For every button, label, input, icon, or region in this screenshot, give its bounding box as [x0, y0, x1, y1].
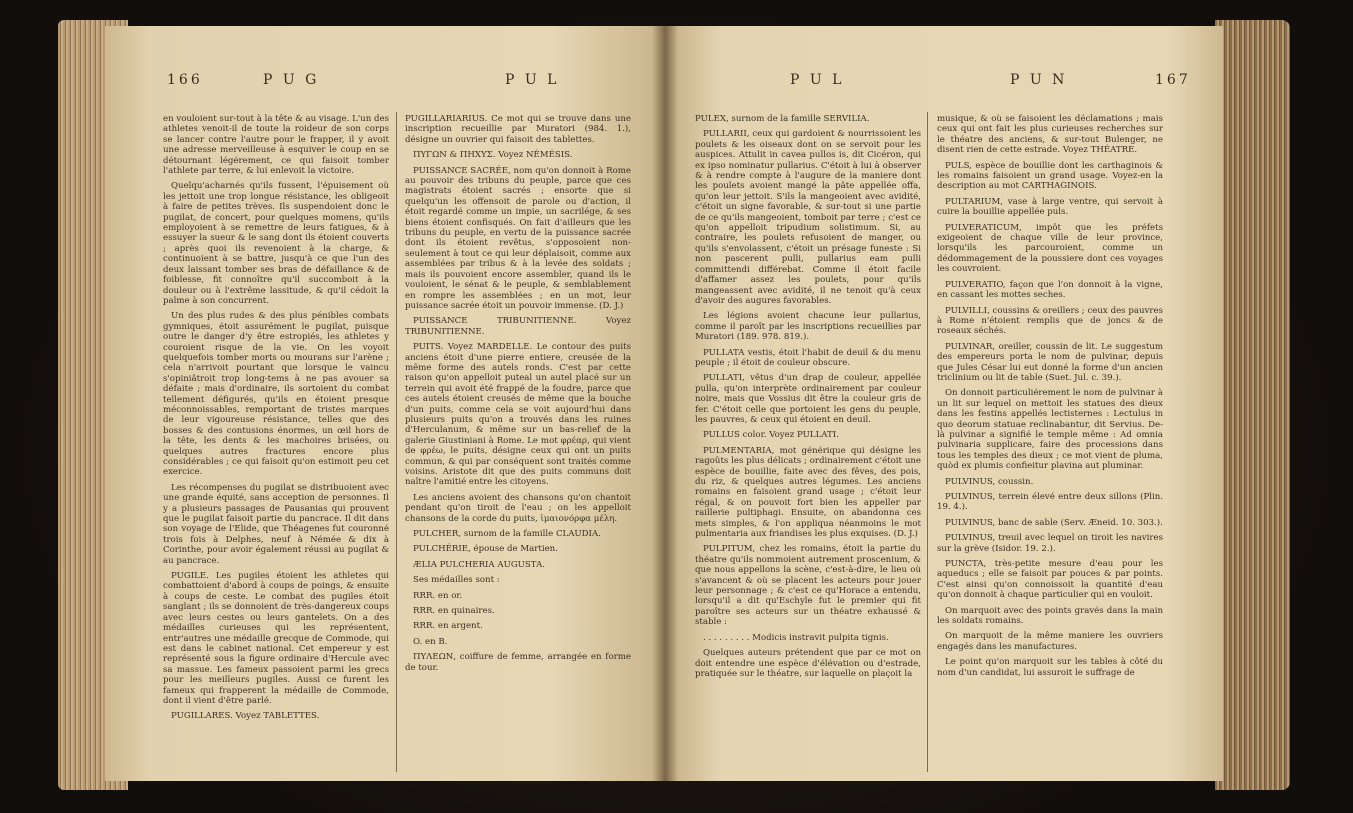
paragraph: Quelques auteurs prétendent que par ce mot on doit entendre une espèce d'élévation ou d'estrade, pratiquée sur le théatre, sur laquelle on plaçoit la — [695, 648, 921, 679]
page-number-left: 166 — [167, 72, 203, 88]
paragraph: PULVERATIO, façon que l'on donnoit à la vigne, en cassant les mottes seches. — [937, 279, 1163, 301]
paragraph: PULVERATICUM, impôt que les préfets exigeoient de chaque ville de leur province, lorsqu'ils les parcouroient, comme un dédommagement de la poussiere dont ces voyages les couvroient. — [937, 222, 1163, 275]
paragraph: PULVINAR, oreiller, coussin de lit. Le suggestum des empereurs porta le nom de pulvinar, depuis que Jules César lui eut donné la forme d'un ancien triclinium ou lit de table (Suet. Jul. c. 39.). — [937, 341, 1163, 383]
paragraph: Les récompenses du pugilat se distribuoient avec une grande équité, sans acception de personnes. Il y a plusieurs passages de Pausanias qui prouvent que le pugilat faisoit partie du pancrace. Il dit dans son voyage de l'Elide, que Théagenes fut couronné trois fois à Delphes, neuf à Némée & dix à Corinthe, pour avoir également réussi au pugilat & au pancrace. — [163, 482, 389, 566]
paragraph: PULEX, surnom de la famille SERVILIA. — [695, 114, 870, 124]
paragraph: RRR. en quinaires. — [413, 606, 495, 617]
paragraph: PULTARIUM, vase à large ventre, qui servoit à cuire la bouillie appellée puls. — [937, 196, 1163, 218]
right-page-column-2 — [937, 114, 1163, 683]
paragraph: RRR. en or. — [413, 590, 463, 601]
paragraph: Quelqu'acharnés qu'ils fussent, l'épuisement où les jettoit une trop longue résistance, les obligeoit à faire de petites trèves. Ils suspendoient donc le pugilat, de concert, pour quelques momens, qu'ils employoient à se remettre de leurs fatigues, & à essuyer la sueur & le sang dont ils étoient couverts ; après quoi ils revenoient à la charge, & continuoient à se battre, jusqu'à ce que l'un des deux laissant tomber ses bras de défaillance & de foiblesse, fit connoître qu'il succomboit à la douleur ou à l'extrême lassitude, & qu'il cédoit la palme à son concurrent. — [163, 181, 389, 306]
header-center-running-head: P U L — [505, 72, 560, 88]
paragraph: Les anciens avoient des chansons qu'on chantoit pendant qu'on tiroit de l'eau ; on les appelloit chansons de la corde du puits, ἱμαιονόρφα μέλη. — [405, 492, 631, 524]
paragraph: PULVINUS, treuil avec lequel on tiroit les navires sur la grève (Isidor. 19. 2.). — [937, 533, 1163, 554]
paragraph: Les légions avoient chacune leur pullarius, comme il paroît par les inscriptions recueillies par Muratori (189. 978. 819.). — [695, 311, 921, 343]
paragraph: On donnoit particuliérement le nom de pulvinar à un lit sur lequel on mettoit les statues des dieux dans les festins appellés lectisternes : Lectulus in quo deorum statuae reclinabantur, dit Servius. De-là pulvinar a signifié le temple même : Ad omnia pulvinaria supplicare, faire des processions dans tous les temples des dieux ; ce mot vient de pluma, quòd ex plumis confieitur plavina aut pluminar. — [937, 388, 1163, 472]
paragraph: PUGILLARES. Voyez TABLETTES. — [171, 711, 320, 722]
paragraph: PUNCTA, très-petite mesure d'eau pour les aqueducs ; elle se faisoit par pouces & par points. C'est ainsi qu'on connoissoit la quantité d'eau qu'on donnoit à chaque particulier qui en vouloit. — [937, 559, 1163, 601]
paragraph: On marquoit avec des points gravés dans la main les soldats romains. — [937, 605, 1163, 627]
paragraph: PULVILLI, coussins & oreillers ; ceux des pauvres à Rome n'étoient remplis que de joncs & de roseaux séchés. — [937, 305, 1163, 337]
paragraph: Ses médailles sont : — [413, 575, 500, 586]
paragraph: PUITS. Voyez MARDELLE. Le contour des puits anciens étoit d'une pierre entiere, creusée de la même forme des autels ronds. C'est par cette raison qu'on appelloit puteal un autel placé sur un terrein qui avoit été frappé de la foudre, parce que ces autels étoient creusés de même que la bouche d'un puits, comme cela se voit aujourd'hui dans plusieurs puits qu'on a trouvés dans les ruines d'Herculanum, & même sur un bas-relief de la galerie Giustiniani à Rome. Le mot φρέαρ, qui vient de φρέω, le puits, désigne ceux qui ont un puits commun, & qui par conséquent sont traités comme voisins. Aristote dit que des puits communs doit naître l'amitié entre les citoyens. — [405, 342, 631, 488]
paragraph: PULLATI, vêtus d'un drap de couleur, appellée pulla, qu'on interprète ordinairement par couleur noire, mais que Vossius dit être la couleur gris de fer. C'étoit celle que portoient les gens du peuple, les pauvres, & ceux qui étoient en deuil. — [695, 373, 921, 425]
paragraph: Le point qu'on marquoit sur les tables à côté du nom d'un candidat, lui assuroit le suffrage de — [937, 657, 1163, 678]
paragraph: PULMENTARIA, mot générique qui désigne les ragoûts les plus délicats ; ordinairement c'étoit une espèce de bouillie, faite avec des fêves, des pois, du riz, & quelques autres légumes. Les anciens romains en faisoient grand usage ; c'étoit leur régal, & on pouvoit fort bien les appeller par raillerie pultiphagi. Ensuite, on abandonna ces mets simples, & l'on appliqua néanmoins le mot pulmentaria aux friandises les plus exquises. (D. J.) — [695, 445, 921, 540]
left-page-column-2 — [405, 114, 631, 678]
column-rule — [927, 112, 928, 772]
paragraph: PULVINUS, coussin. — [945, 476, 1034, 487]
paragraph: O. en B. — [413, 636, 448, 647]
paragraph: PULVINUS, banc de sable (Serv. Æneid. 10. 303.). — [945, 517, 1163, 528]
paragraph: PUGILLARIARIUS. Ce mot qui se trouve dans une inscription recueillie par Muratori (984. 1.), désigne un ouvrier qui faisoit des tablettes. — [405, 114, 631, 145]
paragraph: PULVINUS, terrein élevé entre deux sillons (Plin. 19. 4.). — [937, 492, 1163, 513]
paragraph: PULLUS color. Voyez PULLATI. — [703, 430, 839, 441]
paragraph: PUISSANCE TRIBUNITIENNE. Voyez TRIBUNITIENNE. — [405, 316, 631, 337]
book-edge-right — [1215, 20, 1290, 790]
page-number-right: 167 — [1155, 72, 1191, 88]
paragraph: ÆLIA PULCHERIA AUGUSTA. — [413, 559, 546, 570]
paragraph: ΠΥΛΕΩΝ, coiffure de femme, arrangée en forme de tour. — [405, 652, 631, 673]
paragraph: PULS, espèce de bouillie dont les carthaginois & les romains faisoient un grand usage. Voyez-en la description au mot CARTHAGINOIS. — [937, 160, 1163, 192]
paragraph: Un des plus rudes & des plus pénibles combats gymniques, étoit assurément le pugilat, puisque outre le danger d'y être estropiés, les athletes y couroient risque de la vie. On les voyoit quelquefois tomber morts ou mourans sur l'arène ; cela n'arrivoit pourtant que lorsque le vaincu s'opiniâtroit trop long-tems à ne pas avouer sa défaite ; mais d'ordinaire, ils sortoient du combat tellement défigurés, qu'ils en étoient presque méconnoissables, remportant de tristes marques de leur vigoureuse résistance, telles que des bosses & des contusions énormes, un œil hors de la tête, les dents & les machoires brisées, ou quelques autres fractures encore plus considérables ; ce qui faisoit qu'on estimoit peu cet exercice. — [163, 311, 389, 478]
paragraph: PULLARII, ceux qui gardoient & nourrissoient les poulets & les oiseaux dont on se servoit pour les auspices. Attulit in cavea pullos is, dit Cicéron, qui ex ipso nominatur pullarius. C'étoit à lui à observer & à rendre compte à l'augure de la maniere dont les poulets avoient mangé la pâte appellée offa, qu'on leur jettoit. S'ils la mangeoient avec avidité, c'étoit un signe favorable, & sur-tout si une partie de ce qu'ils mangeoient, tomboit par terre ; c'est ce qu'on appelloit tripudium solistimum. Si, au contraire, les poulets refusoient de manger, ou qu'ils s'envolassent, c'étoit un présage funeste : Si non pascerent pulli, pullarius eam pulli committendi différebat. Comme il étoit facile d'affamer assez les poulets, pour qu'ils mangeassent avec avidité, il ne tenoit qu'à ceux d'avoir des augures favorables. — [695, 129, 921, 306]
paragraph: PULLATA vestis, étoit l'habit de deuil & du menu peuple ; il étoit de couleur obscure. — [695, 347, 921, 368]
column-rule — [396, 112, 397, 772]
paragraph: PULCHER, surnom de la famille CLAUDIA. — [413, 529, 601, 540]
left-page — [105, 26, 665, 781]
left-page-column-1 — [163, 114, 389, 727]
paragraph: PULCHÉRIE, épouse de Martien. — [413, 544, 558, 555]
paragraph: PULPITUM, chez les romains, étoit la partie du théatre qu'ils nommoient autrement proscenium, & que nous appellons la scène, c'est-à-dire, le lieu où s'avancent & où se placent les acteurs pour jouer leur personnage ; & c'est ce qu'Horace a entendu, lorsqu'il a dit qu'Eschyle fut le premier qui fit paroître ses acteurs sur un théatre exhaussé & stable : — [695, 544, 921, 628]
paragraph: . . . . . . . . . Modicis instravit pulpita tignis. — [703, 632, 889, 643]
header-center-running-head-right: P U L — [790, 72, 845, 88]
paragraph: PUGILE. Les pugiles étoient les athletes qui combattoient d'abord à coups de poings, & ensuite à coups de ceste. Le combat des pugiles étoit sanglant ; ils se donnoient de très-dangereux coups avec leurs cestes ou leurs gantelets. On a des médailles curieuses qui les représentent, entr'autres une médaille grecque de Commode, qui est dans le cabinet national. Cet empereur y est représenté sous la figure ordinaire d'Hercule avec sa massue. Les fameux passoient parmi les grecs pour les meilleurs pugiles. Aussi ce furent les fameux qui frapperent la médaille de Commode, dont il vient d'être parlé. — [163, 571, 389, 706]
right-page-column-1 — [695, 114, 921, 684]
header-right-running-head: P U N — [1010, 72, 1068, 88]
paragraph: PUISSANCE SACRÉE, nom qu'on donnoit à Rome au pouvoir des tribuns du peuple, parce que ces magistrats étoient sacrés ; ensorte que si quelqu'un les offensoit de parole ou d'action, il étoit regardé comme un impie, un sacrilége, & ses biens étoient confisqués. On fait d'ailleurs que les tribuns du peuple, en vertu de la puissance sacrée dont ils étoient revêtus, s'opposoient non-seulement à tout ce qui leur déplaisoit, comme aux assemblées par tribus & à la levée des soldats ; mais ils pouvoient encore assembler, quand ils le vouloient, le sénat & le peuple, & semblablement en rompre les assemblées ; en un mot, leur puissance sacrée étoit un pouvoir immense. (D. J.) — [405, 165, 631, 311]
paragraph: RRR. en argent. — [413, 621, 483, 632]
right-page — [665, 26, 1223, 781]
paragraph: en vouloient sur-tout à la tête & au visage. L'un des athletes venoit-il de toute la roideur de son corps se lancer contre l'autre pour le frapper, il y avoit une adresse merveilleuse à esquiver le coup en se détournant légérement, ce qui faisoit tomber l'athlete par terre, & lui enlevoit la victoire. — [163, 114, 389, 177]
paragraph: musique, & où se faisoient les déclamations ; mais ceux qui ont fait les plus curieuses recherches sur le théatre des anciens, & sur-tout Bulenger, ne disent rien de cette estrade. Voyez THÉATRE. — [937, 114, 1163, 156]
book-gutter — [652, 26, 678, 781]
header-left-running-head: P U G — [263, 72, 320, 88]
paragraph: On marquoit de la même maniere les ouvriers engagés dans les manufactures. — [937, 631, 1163, 652]
paragraph: ΠΥΓΩΝ & ΠΗΧΥΣ. Voyez NÉMÉSIS. — [413, 150, 573, 161]
